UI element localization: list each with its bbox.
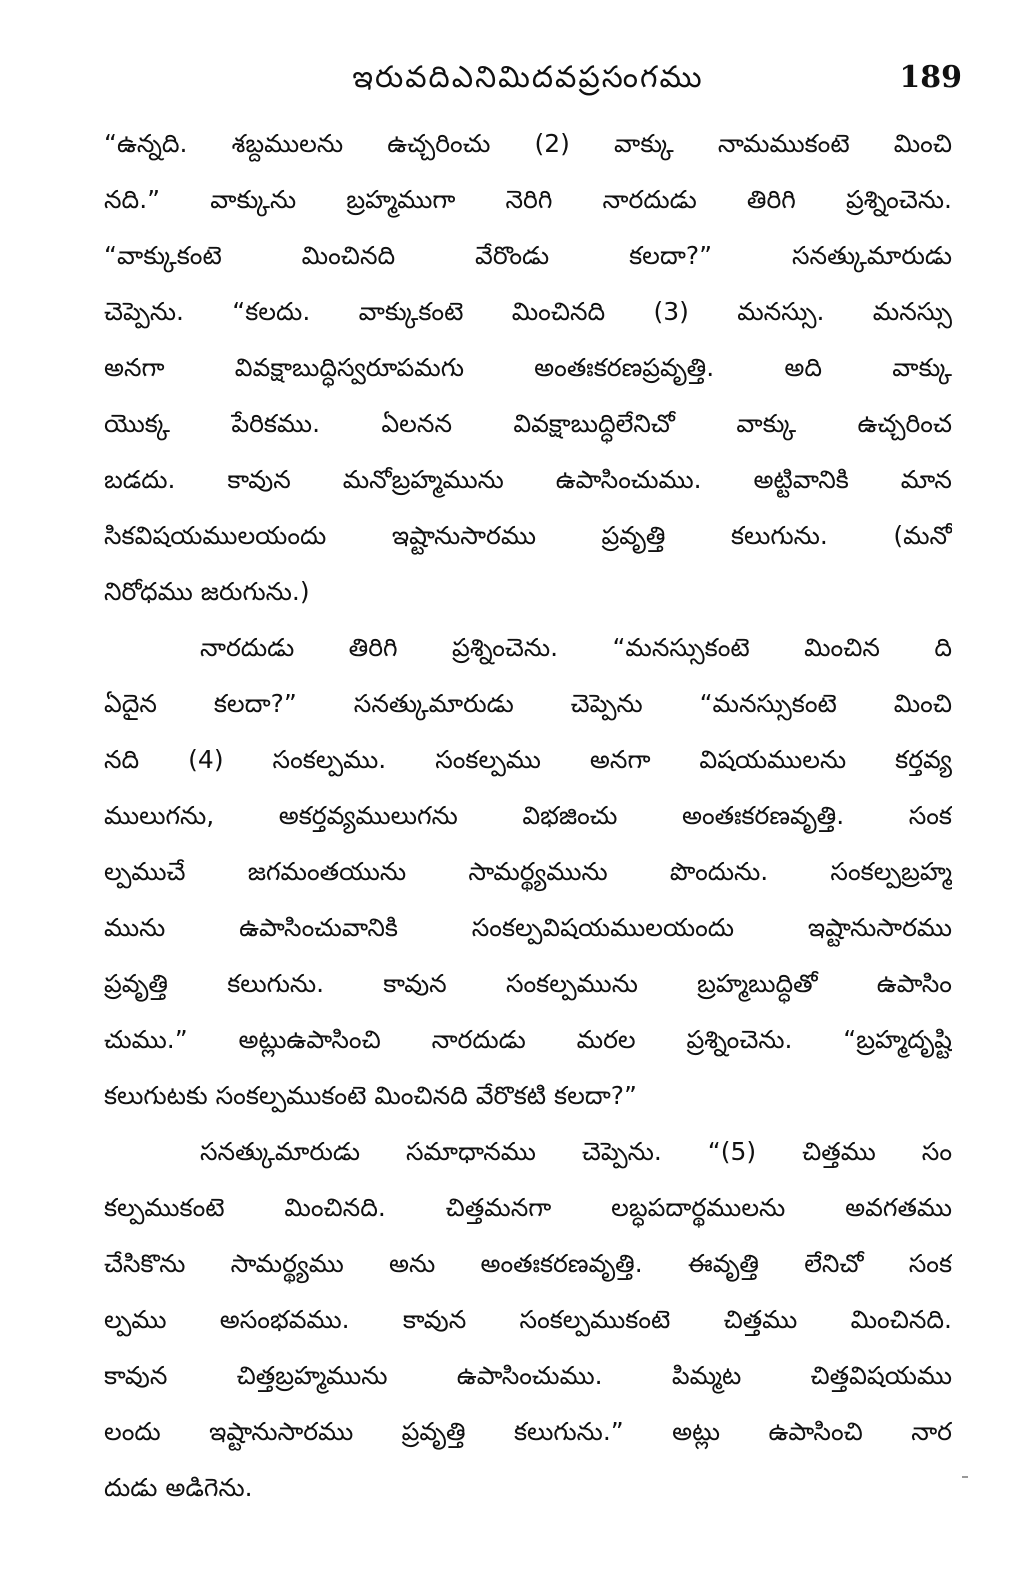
text-line: నది.” వాక్కును బ్రహ్మముగా నెరిగి నారదుడు తిరిగి ప్రశ్నించెను. (104, 185, 952, 214)
text-line: ల్పము అసంభవము. కావున సంకల్పముకంటె చిత్తము మించినది. (104, 1305, 952, 1334)
text-line: నది (4) సంకల్పము. సంకల్పము అనగా విషయములను కర్తవ్య (104, 745, 952, 774)
paragraph-1 (104, 116, 952, 620)
text-line: బడదు. కావున మనోబ్రహ్మమును ఉపాసించుము. అట్టివానికి మాన (104, 465, 952, 494)
text-line: సికవిషయములయందు ఇష్టానుసారము ప్రవృత్తి కలుగును. (మనో (104, 521, 952, 550)
text-line: సనత్కుమారుడు సమాధానము చెప్పెను. “(5) చిత్తము సం (200, 1137, 952, 1166)
text-line: లందు ఇష్టానుసారము ప్రవృత్తి కలుగును.” అట్లు ఉపాసించి నార (104, 1417, 952, 1446)
ink-speck (962, 1476, 968, 1478)
body-text (104, 116, 952, 1516)
text-line: “ఉన్నది. శబ్దములను ఉచ్చరించు (2) వాక్కు నామముకంటె మించి (104, 129, 952, 158)
text-line: నారదుడు తిరిగి ప్రశ్నించెను. “మనస్సుకంటె మించిన ది (200, 633, 952, 662)
text-line: కావున చిత్తబ్రహ్మమును ఉపాసించుము. పిమ్మట చిత్తవిషయము (104, 1361, 952, 1390)
text-line: ల్పముచే జగమంతయును సామర్థ్యమును పొందును. సంకల్పబ్రహ్మ (104, 857, 952, 886)
running-title: ఇరువదిఎనిమిదవప్రసంగము (352, 60, 704, 95)
text-line: చుము.” అట్లుఉపాసించి నారదుడు మరల ప్రశ్నించెను. “బ్రహ్మదృష్టి (104, 1025, 952, 1054)
text-line: యొక్క పేరికము. ఏలనన వివక్షాబుద్ధిలేనిచో వాక్కు ఉచ్చరించ (104, 409, 952, 438)
text-line: ఏదైన కలదా?” సనత్కుమారుడు చెప్పెను “మనస్సుకంటె మించి (104, 689, 952, 718)
text-line: మును ఉపాసించువానికి సంకల్పవిషయములయందు ఇష్టానుసారము (104, 913, 952, 942)
text-line: కలుగుటకు సంకల్పముకంటె మించినది వేరొకటి కలదా?” (104, 1081, 638, 1110)
running-header (104, 48, 962, 108)
text-line: దుడు అడిగెను. (104, 1473, 253, 1502)
page-number: 189 (899, 60, 962, 95)
text-line: చెప్పెను. “కలదు. వాక్కుకంటె మించినది (3) మనస్సు. మనస్సు (104, 297, 952, 326)
text-line: చేసికొను సామర్థ్యము అను అంతఃకరణవృత్తి. ఈవృత్తి లేనిచో సంక (104, 1249, 952, 1278)
text-line: ములుగను, అకర్తవ్యములుగను విభజించు అంతఃకరణవృత్తి. సంక (104, 801, 952, 830)
paragraph-3 (104, 1124, 952, 1516)
text-line: ప్రవృత్తి కలుగును. కావున సంకల్పమును బ్రహ్మబుద్ధితో ఉపాసిం (104, 969, 952, 998)
paragraph-2 (104, 620, 952, 1124)
text-line: “వాక్కుకంటె మించినది వేరొండు కలదా?” సనత్కుమారుడు (104, 241, 952, 270)
text-line: అనగా వివక్షాబుద్ధిస్వరూపమగు అంతఃకరణప్రవృత్తి. అది వాక్కు (104, 353, 952, 382)
text-line: నిరోధము జరుగును.) (104, 577, 310, 606)
text-line: కల్పముకంటె మించినది. చిత్తమనగా లబ్ధపదార్థములను అవగతము (104, 1193, 952, 1222)
